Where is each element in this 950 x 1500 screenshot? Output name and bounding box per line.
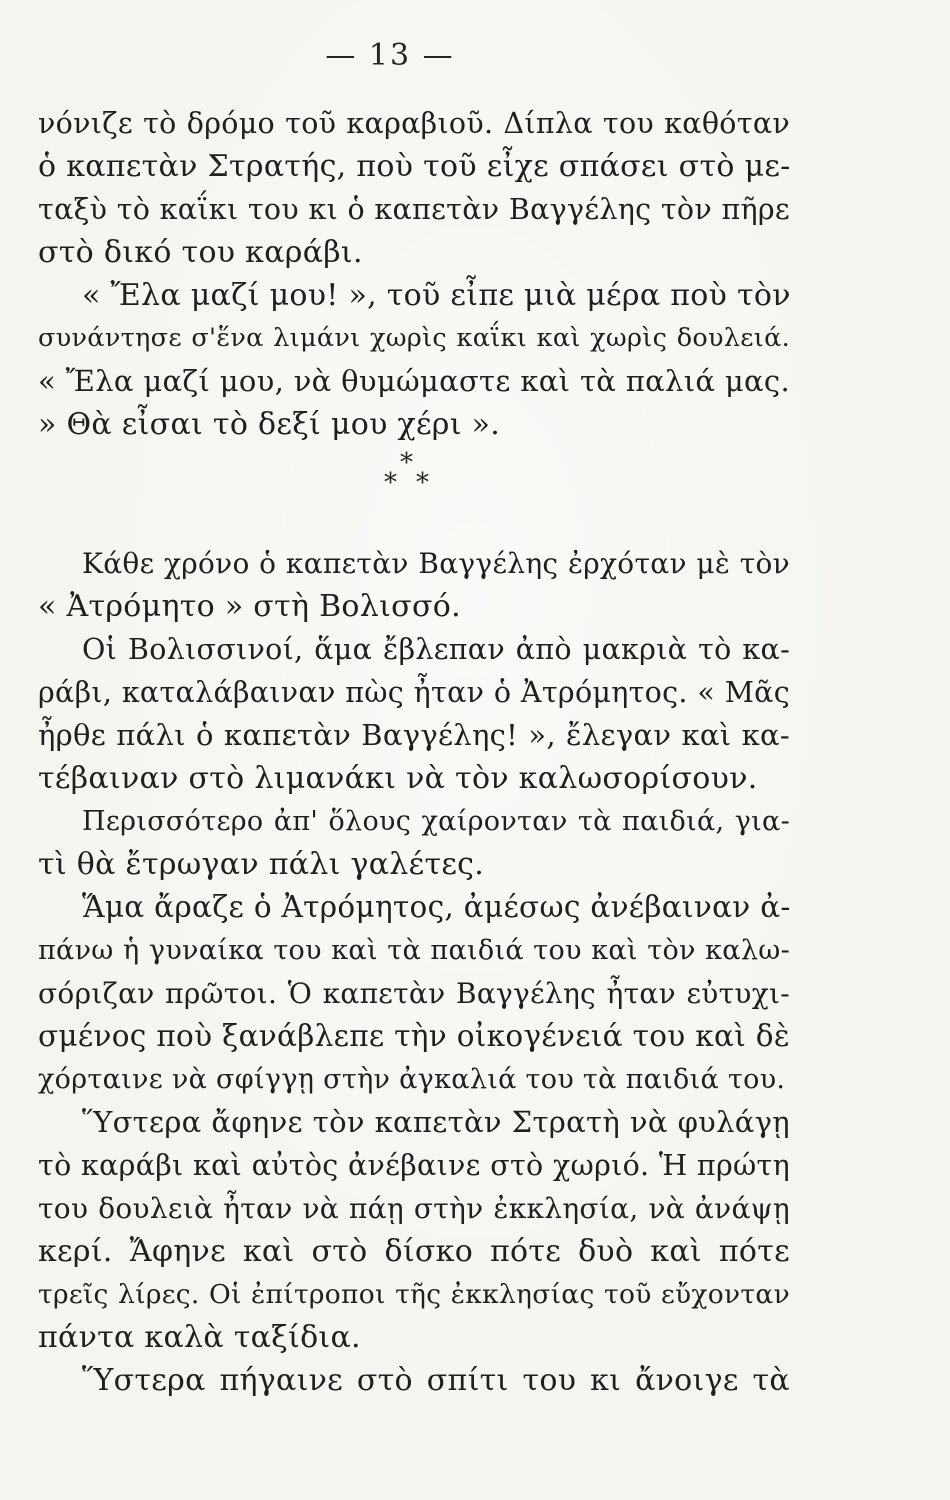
text-line: Ἅμα ἄραζε ὁ Ἀτρόμητος, ἀμέσως ἀνέβαιναν ἀ-	[82, 890, 791, 924]
section-break-asterism	[38, 446, 790, 522]
paragraph	[38, 628, 790, 800]
text-line: συνάντησε σ'ἕνα λιμάνι χωρὶς καΐκι καὶ χωρὶς δουλειά.	[38, 323, 790, 353]
text-line: ταξὺ τὸ καΐκι του κι ὁ καπετὰν Βαγγέλης τὸν πῆρε	[38, 193, 790, 226]
body-text	[38, 102, 790, 1402]
paragraph	[38, 1359, 790, 1402]
text-line: χόρταινε νὰ σφίγγῃ στὴν ἀγκαλιά του τὰ παιδιά του.	[38, 1064, 786, 1095]
text-line: νόνιζε τὸ δρόμο τοῦ καραβιοῦ. Δίπλα του καθόταν	[38, 107, 790, 140]
text-line: ὁ καπετὰν Στρατής, ποὺ τοῦ εἶχε σπάσει στὸ με-	[38, 149, 791, 184]
asterisk-icon: *	[400, 448, 413, 478]
text-line: κερί. Ἄφηνε καὶ στὸ δίσκο πότε δυὸ καὶ πότε	[38, 1234, 790, 1269]
text-line: τὸ καράβι καὶ αὐτὸς ἀνέβαινε στὸ χωριό. Ἡ πρώτη	[38, 1149, 790, 1182]
paragraph	[38, 886, 790, 1101]
text-line: Ὕστερα πήγαινε στὸ σπίτι του κι ἄνοιγε τὰ	[82, 1363, 790, 1398]
text-line: « Ἔλα μαζί μου! », τοῦ εἶπε μιὰ μέρα ποὺ τὸν	[82, 278, 791, 313]
paragraph	[38, 1101, 790, 1359]
text-line: του δουλειὰ ἦταν νὰ πάῃ στὴν ἐκκλησία, νὰ ἀνάψῃ	[38, 1192, 790, 1225]
paragraph	[38, 102, 790, 274]
text-line: ἦρθε πάλι ὁ καπετὰν Βαγγέλης! », ἔλεγαν καὶ κα-	[38, 718, 790, 752]
text-line: ράβι, καταλάβαιναν πὼς ἦταν ὁ Ἀτρόμητος. « Μᾶς	[38, 676, 790, 709]
text-line: στὸ δικό του καράβι.	[38, 235, 363, 270]
asterisk-icon: *	[384, 468, 397, 498]
text-line: « Ἔλα μαζί μου, νὰ θυμώμαστε καὶ τὰ παλιά μας.	[38, 364, 790, 398]
asterisk-icon: *	[416, 468, 429, 498]
text-line: « Ἀτρόμητο » στὴ Βολισσό.	[38, 589, 461, 624]
paragraph	[38, 800, 790, 886]
paragraph	[38, 542, 790, 628]
page-number: — 13 —	[325, 38, 455, 73]
text-line: τέβαιναν στὸ λιμανάκι νὰ τὸν καλωσορίσουν.	[38, 761, 758, 796]
text-line: » Θὰ εἶσαι τὸ δεξί μου χέρι ».	[38, 407, 501, 442]
text-line: σμένος ποὺ ξανάβλεπε τὴν οἰκογένειά του καὶ δὲ	[38, 1019, 790, 1053]
text-line: Ὕστερα ἄφηνε τὸν καπετὰν Στρατὴ νὰ φυλάγῃ	[82, 1105, 790, 1139]
text-line: πάνω ἡ γυναίκα του καὶ τὰ παιδιά του καὶ τὸν καλω-	[38, 935, 790, 966]
spacer	[38, 522, 790, 542]
text-line: τρεῖς λίρες. Οἱ ἐπίτροποι τῆς ἐκκλησίας τοῦ εὔχονταν	[38, 1279, 790, 1310]
text-line: Οἱ Βολισσινοί, ἅμα ἔβλεπαν ἀπὸ μακριὰ τὸ κα-	[82, 633, 790, 666]
text-line: σόριζαν πρῶτοι. Ὁ καπετὰν Βαγγέλης ἦταν εὐτυχι-	[38, 977, 790, 1010]
text-line: πάντα καλὰ ταξίδια.	[38, 1320, 361, 1355]
paragraph	[38, 274, 790, 446]
text-line: τὶ θὰ ἔτρωγαν πάλι γαλέτες.	[38, 847, 485, 882]
text-line: Κάθε χρόνο ὁ καπετὰν Βαγγέλης ἐρχόταν μὲ τὸν	[82, 547, 790, 580]
text-line: Περισσότερο ἀπ' ὅλους χαίρονταν τὰ παιδιά, για-	[82, 806, 790, 837]
